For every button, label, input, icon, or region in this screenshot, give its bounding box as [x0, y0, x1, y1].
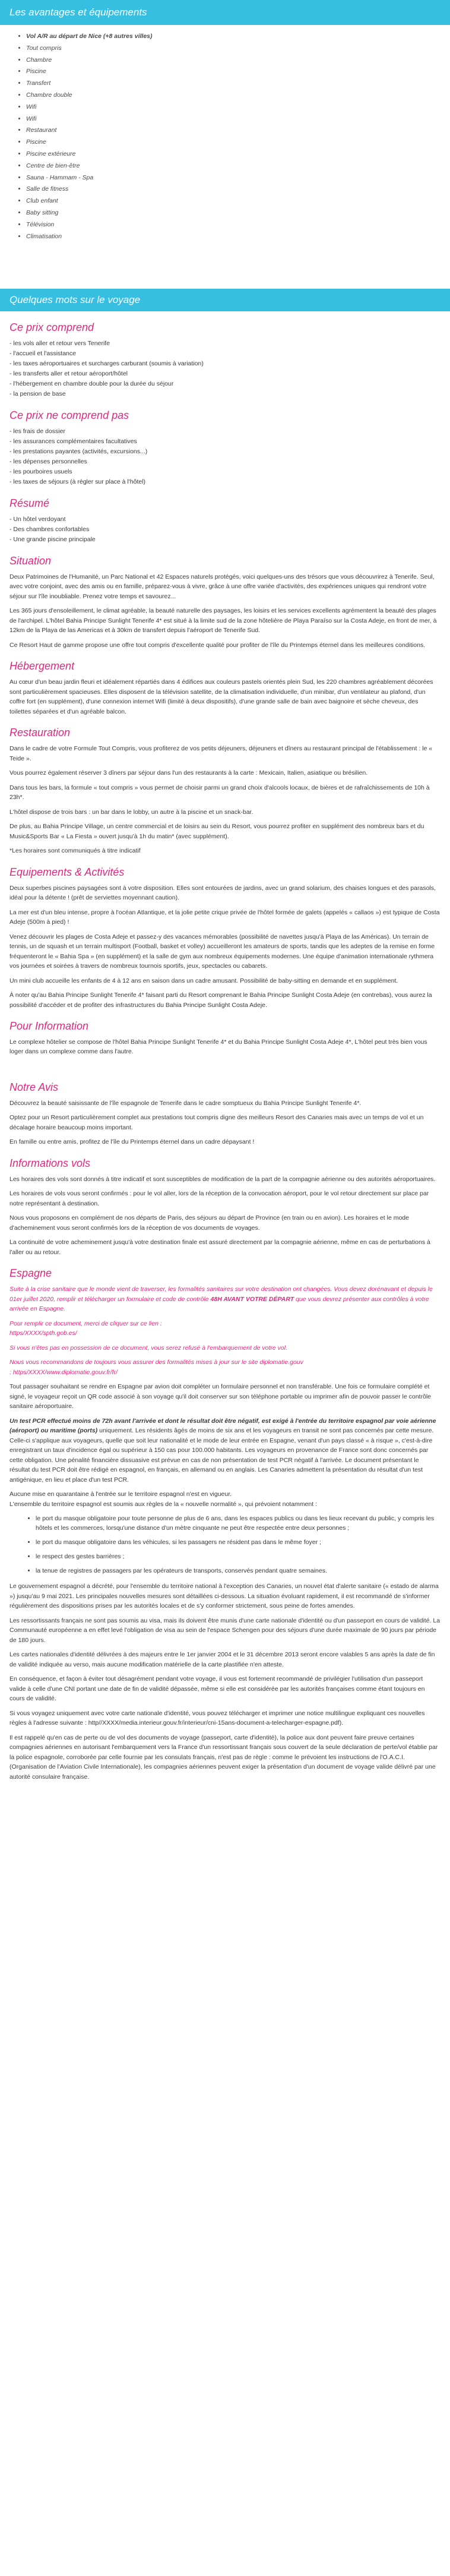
facilities-paragraph: À noter qu'au Bahia Principe Sunlight Tenerife 4* faisant parti du Resort comprenant le Bahia Principe Sunlight Costa Adeje (en contrebas), vous aurez la possibilité d'accéder et de profiter des infrastructures du Bahia Principe Sunlight Costa Adeje.	[9, 992, 432, 1009]
lodging-paragraph: Au cœur d'un beau jardin fleuri et idéalement répartiés dans 4 édifices aux couleurs pastels orientés plein Sud, les 220 chambres agréablement décorées sont particulièrement spacieuses. Elles disposent de la télévision satellite, de la climatisation individuelle, d'un minibar, d'un ventilateur au plafond, d'un coffre fort (en supplément), d'une connexion internet Wifi (limité à deux dispositifs), d'une grande salle de bain avec baignoire et sèche cheveux, des toilettes séparées et d'un agréable balcon.	[9, 678, 433, 715]
covid-paragraph	[9, 1358, 441, 1377]
list-item: • Piscine extérieure	[26, 149, 450, 160]
list-item: • Salle de fitness	[26, 184, 450, 195]
opinion-paragraph: En famille ou entre amis, profitez de l'île du Printemps éternel dans un cadre dépaysant !	[9, 1138, 255, 1146]
list-item: • Restaurant	[26, 125, 450, 137]
list-item: • Club enfant	[26, 195, 450, 207]
dining-note: *Les horaires sont communiqués à titre indicatif	[9, 847, 141, 855]
covid-paragraph	[9, 1319, 441, 1338]
opinion-paragraph: Optez pour un Resort particulièrement complet aux prestations tout compris digne des meilleurs Resort des Canaries mais avec un temps de vol et un décalage horaire beaucoup moins important.	[9, 1114, 424, 1131]
covid-link-intro: Pour remplir ce document, merci de cliquer sur ce lien :	[9, 1319, 162, 1327]
list-item: • le port du masque obligatoire dans les véhicules, si les passagers ne résident pas dans le même foyer ;	[36, 1538, 441, 1547]
list-item: - les frais de dossier	[9, 428, 65, 435]
travel-info-paragraph: Les horaires de vols vous seront confirmés : pour le vol aller, lors de la réception de la convocation aéroport, pour le vol retour directement sur place par notre représentant à destination.	[9, 1190, 429, 1207]
price-includes-list	[9, 339, 441, 399]
covid-text: Suite à la crise sanitaire que le monde vient de traverser, les formalités sanitaires sur votre destination ont changées. Vous devez dorénavant et depuis le 01er juillet 2020, remplir et télécharger un formulaire et code de contrôle	[9, 1286, 433, 1303]
rules-list	[9, 1514, 441, 1576]
list-item: - Une grande piscine principale	[9, 536, 96, 544]
spain-paragraph: En conséquence, et façon à éviter tout désagrément pendant votre voyage, il vous est fortement recommandé de privilégier l'utilisation d'un passeport valide à celle d'une CNI portant une date de fin de validité dépassée, même si elle est considérée par les autorités françaises comme étant toujours en cours de validité.	[9, 1675, 425, 1703]
pcr-bold: Un test PCR effectué moins de 72h avant l'arrivée et dont le résultat doit être négatif, est exigé à l'entrée du territoire espagnol par voie aérienne (aéroport) ou maritime (ports)	[9, 1417, 436, 1435]
opinion-title: Notre Avis	[9, 1081, 59, 1093]
list-item: • la tenue de registres de passagers par les opérateurs de transports, conservés pendant quatre semaines.	[36, 1566, 441, 1576]
list-item: • Télévision	[26, 219, 450, 231]
covid-paragraph: Si vous n'êtes pas en possession de ce document, vous serez refusé à l'embarquement de votre vol.	[9, 1344, 288, 1352]
spain-paragraph	[9, 1489, 441, 1509]
advantages-title: Les avantages et équipements	[9, 6, 147, 18]
dining-paragraph: L'hôtel dispose de trois bars : un bar dans le lobby, un autre à la piscine et un snack-bar.	[9, 808, 253, 816]
summary-title: Résumé	[9, 497, 50, 510]
list-item: • Centre de bien-être	[26, 160, 450, 172]
list-item: - l'hébergement en chambre double pour la durée du séjour	[9, 380, 174, 388]
situation-paragraph: Les 365 jours d'ensoleillement, le climat agréable, la beauté naturelle des paysages, les loisirs et les services excellents agrémentent la beauté des plages de l'archipel. L'hôtel Bahia Principe Sunlight Tenerife 4* est situé à la limite sud de la zone hôtelière de Playa Paraíso sur la Costa Adeje, en front de mer, à 12km de la Playa de las Americas et à 30km de transfert depuis l'aéroport de Tenerife Sud.	[9, 607, 437, 634]
diplomatie-link[interactable]: : https/XXXX/www.diplomatie.gouv.fr/fr/	[9, 1368, 118, 1376]
travel-info-paragraph: La continuité de votre acheminement jusqu'à votre destination finale est assuré directement par la compagnie aérienne, même en cas de perturbations à l'aller ou au retour.	[9, 1239, 430, 1256]
list-item: • Climatisation	[26, 231, 450, 243]
dining-paragraph: Dans le cadre de votre Formule Tout Compris, vous profiterez de vos petits déjeuners, déjeuners et dîners au restaurant principal de l'établissement : le « Teide ».	[9, 745, 433, 762]
facilities-paragraph: La mer est d'un bleu intense, propre à l'océan Atlantique, et la jolie petite crique privée de l'hôtel formée de galets (appelés « callaos ») est typique de Costa Adeje (500m à pied) !	[9, 908, 440, 926]
price-includes-title: Ce prix comprend	[9, 321, 94, 334]
spain-paragraph: Les cartes nationales d'identité délivrées à des majeurs entre le 1er janvier 2004 et le 31 décembre 2013 seront encore valables 5 ans après la date de fin de validité indiquée au verso, mais aucune modification matérielle de la carte plastifiée n'en atteste.	[9, 1651, 435, 1668]
list-item: • Chambre	[26, 55, 450, 67]
list-item: - Des chambres confortables	[9, 526, 90, 533]
entry-rule-text: L'ensemble du territoire espagnol est soumis aux règles de la « nouvelle normalité », qui prévoient notamment :	[9, 1500, 317, 1508]
covid-advice: Nous vous recommandons de toujours vous assurer des formalités mises à jour sur le site diplomatie.gouv	[9, 1359, 303, 1366]
travel-info-paragraph: Les horaires des vols sont donnés à titre indicatif et sont susceptibles de modification de la part de la compagnie aérienne ou des autorités aéroportuaires.	[9, 1175, 436, 1183]
list-item: • Wifi	[26, 113, 450, 125]
covid-deadline: 48H AVANT VOTRE DÉPART	[210, 1295, 294, 1303]
trip-content	[0, 320, 450, 1782]
situation-paragraph: Deux Patrimoines de l'Humanité, un Parc National et 42 Espaces naturels protégés, voici quelques-uns des trésors que vous découvrirez à Tenerife. Seul, avec votre conjoint, avec des amis ou en famille, préparez-vous à vivre, grâce à une offre variée d'activités, des expériences uniques qui rendront votre séjour sur l'île inoubliable. Prenez votre temps et savourez...	[9, 573, 435, 600]
list-item: • Wifi	[26, 102, 450, 113]
list-item: • Piscine	[26, 137, 450, 149]
list-item: • Piscine	[26, 66, 450, 78]
facilities-paragraph: Venez découvrir les plages de Costa Adeje et passez-y des vacances mémorables (possibilité de navettes jusqu'à Playa de las Américas). Un terrain de tennis, un de squash et un terrain multisport (Football, basket et volley) accueilleront les amateurs de sports, tandis que les adeptes de la remise en forme fréquenteront le « Bahia Spa » (en supplément) et la salle de gym aux nombreux équipements modernes. Une équipe d'animation internationale rythmera vos journées et soirées à travers de nombreux tournois sportifs, jeux, spectacles ou cabarets.	[9, 933, 435, 970]
trip-header	[0, 289, 450, 311]
spain-paragraph: Tout passager souhaitant se rendre en Espagne par avion doit compléter un formulaire personnel et non transférable. Une fois ce formulaire complété et signé, le voyageur reçoit un QR code associé à son voyage qu'il doit conserver sur son téléphone portable ou imprimer afin de pouvoir passer le contrôle sanitaire aéroportuaire.	[9, 1383, 431, 1410]
summary-list	[9, 514, 441, 545]
list-item: • Sauna - Hammam - Spa	[26, 172, 450, 184]
situation-paragraph: Ce Resort Haut de gamme propose une offre tout compris d'excellente qualité pour profiter de l'île du Printemps éternel dans les meilleures conditions.	[9, 641, 426, 649]
list-item: - les prestations payantes (activités, excursions...)	[9, 448, 148, 456]
spain-paragraph: Si vous voyagez uniquement avec votre carte nationale d'identité, vous pouvez télécharger et imprimer une notice multilingue expliquant ces nouvelles règles à l'adresse suivante : http//XXXX/media.interieur.gouv.fr/interieur/cni-15ans-document-a-telecharger-espagne.pdf).	[9, 1709, 425, 1727]
situation-title: Situation	[9, 555, 52, 567]
list-item: - la pension de base	[9, 390, 66, 398]
pcr-text: uniquement. Les résidents âgés de moins de six ans et les voyageurs en transit ne sont pas concernés par cette mesure. Celle-ci s'applique aux voyageurs, quelle que soit leur nationalité et le mode de leur entrée en Espagne, venant d'un pays classé « à risque », c'est-à-dire enregistrant un taux d'incidence égal ou supérieur à 150 cas pour 100.000 habitants. Les voyageurs en provenance de France sont donc concernés par cette obligation. Une pénalité financière dissuasive est prévue en cas de non présentation de test PCR négatif à l'arrivée. Le document présentant le résultat du test PCR doit être rédigé en espagnol, en français, en allemand ou en anglais. Les Canaries admettent la présentation du résultat d'un test antigénique, en lieu et place d'un test PCR.	[9, 1427, 434, 1483]
list-item: - Un hôtel verdoyant	[9, 516, 66, 523]
spain-paragraph: Le gouvernement espagnol a décrété, pour l'ensemble du territoire national à l'exception des Canaries, un nouvel état d'alerte sanitaire (« estado de alarma ») jusqu'au 9 mai 2021. Les principales nouvelles mesures sont détaillées ci-dessous. La situation évoluant rapidement, il est recommandé de s'informer régulièrement des dispositions prises par les autorités locales et de s'y conformer strictement, sous peine de fortes amendes.	[9, 1583, 439, 1610]
price-excludes-list	[9, 427, 441, 487]
price-excludes-title: Ce prix ne comprend pas	[9, 409, 129, 422]
facilities-paragraph: Un mini club accueille les enfants de 4 à 12 ans en saison dans un cadre amusant. Possibilité de baby-sitting en demande et en supplément.	[9, 977, 398, 984]
spain-pcr-paragraph	[9, 1416, 441, 1485]
info-paragraph: Le complexe hôtelier se compose de l'hôtel Bahia Principe Sunlight Tenerife 4* et du Bahia Principe Sunlight Costa Adeje 4*, L'hôtel peut très bien vous loger dans un complexe comme dans l'autre.	[9, 1038, 427, 1056]
travel-info-paragraph: Nous vous proposons en complément de nos départs de Paris, des séjours au départ de Province (en train ou en avion). Les horaires et le mode d'acheminement vous seront confirmés lors de la réception de vos documents de voyages.	[9, 1214, 409, 1232]
spain-paragraph: Les ressortissants français ne sont pas soumis au visa, mais ils doivent être munis d'une carte nationale d'identité ou d'un passeport en cours de validité. La Communauté européenne a en effet levé l'obligation de visa au sein de l'espace Schengen pour des séjours d'une durée maximale de 90 jours par période de 180 jours.	[9, 1617, 441, 1644]
list-item: - les vols aller et retour vers Tenerife	[9, 340, 110, 348]
dining-title: Restauration	[9, 727, 71, 739]
list-item: - les assurances complémentaires facultatives	[9, 438, 137, 446]
list-item: - les taxes de séjours (à régler sur place à l'hôtel)	[9, 478, 146, 486]
list-item: • Vol A/R au départ de Nice (+8 autres villes)	[26, 31, 450, 43]
quarantine-text: Aucune mise en quarantaine à l'entrée sur le territoire espagnol n'est en vigueur.	[9, 1491, 232, 1498]
dining-paragraph: Dans tous les bars, la formule « tout compris » vous permet de choisir parmi un grand choix d'alcools locaux, de bières et de rafraîchissements de 10h à 23h*.	[9, 784, 430, 801]
list-item: - les transferts aller et retour aéroport/hôtel	[9, 370, 128, 378]
travel-info-title: Informations vols	[9, 1157, 91, 1169]
trip-title: Quelques mots sur le voyage	[9, 294, 141, 306]
list-item: • Chambre double	[26, 90, 450, 102]
covid-text-end: que vous devrez présenter aux contrôles à votre arrivée en Espagne.	[9, 1295, 429, 1313]
list-item: - les taxes aéroportuaires et surcharges carburant (soumis à variation)	[9, 360, 204, 368]
info-title: Pour Information	[9, 1020, 89, 1033]
advantages-header	[0, 0, 450, 25]
facilities-title: Equipements & Activités	[9, 866, 125, 878]
lodging-title: Hébergement	[9, 660, 75, 673]
list-item: • Transfert	[26, 78, 450, 90]
list-item: • le respect des gestes barrières ;	[36, 1552, 441, 1561]
dining-paragraph: Vous pourrez également réserver 3 dîners par séjour dans l'un des restaurants à la carte : Mexicain, Italien, asiatique ou brésilien.	[9, 769, 368, 777]
facilities-paragraph: Deux superbes piscines paysagées sont à votre disposition. Elles sont entourées de jardins, avec un grand solarium, des chaises longues et des parasols, idéal pour la détente ! (prêt de serviettes moyennant caution).	[9, 884, 436, 902]
dining-paragraph: De plus, au Bahia Principe Village, un centre commercial et de loisirs au sein du Resort, vous pourrez profiter en supplément des nombreux bars et du Music&Sports Bar « La Fiesta » ouvert jusqu'à 1h du matin* (avec supplément).	[9, 823, 424, 840]
covid-form-link[interactable]: https/XXXX/spth.gob.es/	[9, 1330, 77, 1337]
list-item: • Baby sitting	[26, 207, 450, 219]
list-item: - les dépenses personnelles	[9, 458, 87, 466]
list-item: • le port du masque obligatoire pour toute personne de plus de 6 ans, dans les espaces publics ou dans les lieux recevant du public, y compris les hôtels et les commerces, lorsqu'une distance d'un mètre cinquante ne peut être respectée entre deux personnes ;	[36, 1514, 441, 1533]
list-item: - les pourboires usuels	[9, 468, 72, 476]
covid-paragraph	[9, 1284, 441, 1314]
spain-title: Espagne	[9, 1267, 52, 1280]
list-item: • Tout compris	[26, 43, 450, 55]
opinion-paragraph: Découvrez la beauté saisissante de l'île espagnole de Tenerife dans le cadre somptueux du Bahia Principe Sunlight Tenerife 4*.	[9, 1099, 362, 1107]
list-item: - l'accueil et l'assistance	[9, 350, 76, 358]
advantages-list	[0, 31, 450, 242]
spain-paragraph: Il est rappelé qu'en cas de perte ou de vol des documents de voyage (passeport, carte d'identité), la police aux dont peuvent faire preuve certaines compagnies aériennes en autorisant l'embarquement vers la France d'un ressortissant français sous couvert de la seule déclaration de perte/vol établie par la police espagnole, corroborée par celle fournie par les consulats français, n'est pas de règle : comme le prévoient les instructions de l'O.A.C.I. (Organisation de l'Aviation Civile Internationale), les compagnies aériennes peuvent exiger la présentation d'un document de voyage valide délivré par une autorité consulaire française.	[9, 1734, 438, 1781]
